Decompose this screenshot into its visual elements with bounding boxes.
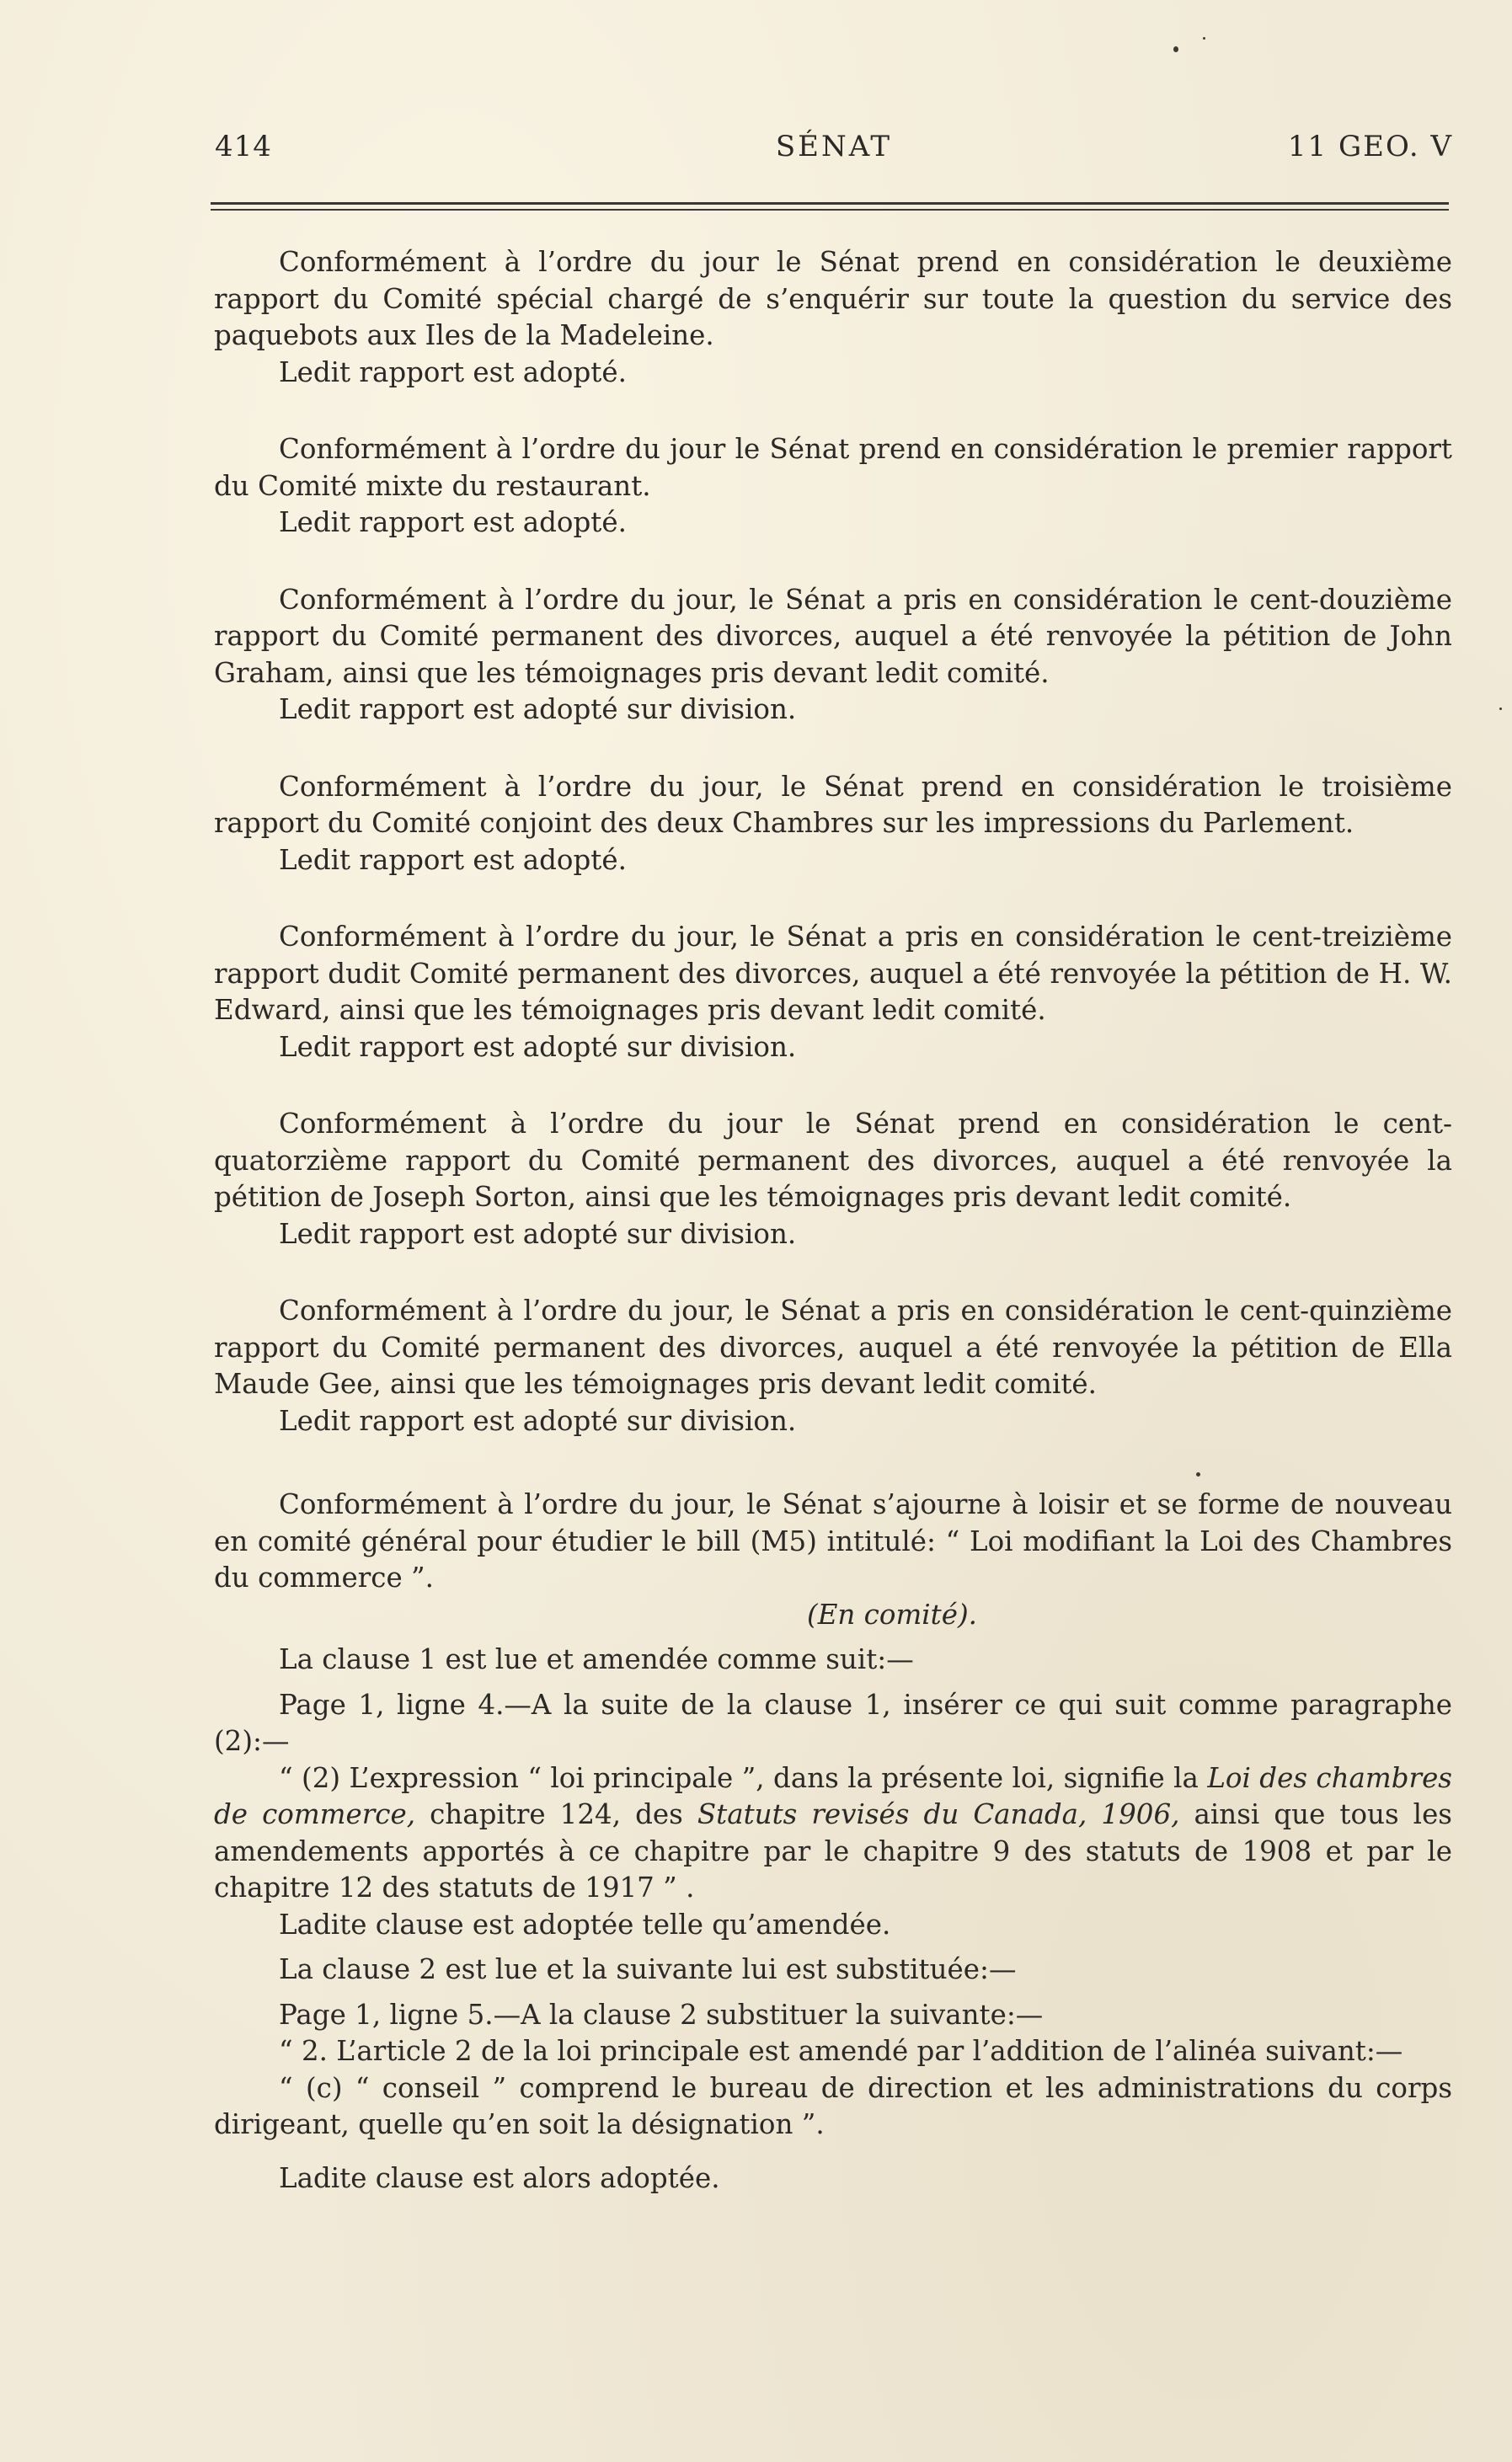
entry-text: Conformément à l’ordre du jour, le Sénat a pris en considération le cent-treizième rapport dudit Comité permanent des divorces, auquel a été renvoyée la pétition de H. W. Edward, ainsi que les témoignages pris devant ledit comité. (214, 921, 1452, 1026)
running-header (215, 130, 1453, 170)
entry-text: Conformément à l’ordre du jour le Sénat prend en considération le deuxième rapport du Comité spécial chargé de s’enquérir sur toute la question du service des paquebots aux Iles de la Madeleine. (214, 246, 1452, 351)
clause1-result: Ladite clause est adoptée telle qu’amendée. (279, 1908, 891, 1941)
header-rule-thin (211, 209, 1449, 211)
page-title: SÉNAT (775, 130, 893, 163)
regnal-year: 11 GEO. V (1287, 130, 1453, 163)
paper-speck (1499, 708, 1502, 710)
clause1-text-c: ainsi que tous les amendements apportés à ce chapitre par le chapitre 9 des statuts de 1908 et par le chapitre 12 des statuts de 1917 ” . (214, 1798, 1452, 1904)
citation-statuts: Statuts revisés du Canada, 1906, (697, 1798, 1180, 1830)
committee-heading: (En comité). (807, 1598, 977, 1631)
entry-result: Ledit rapport est adopté. (279, 355, 627, 388)
entry-result: Ledit rapport est adopté sur division. (279, 1030, 797, 1063)
clause2-text: “ 2. L’article 2 de la loi principale est amendé par l’addition de l’alinéa suivant:— (279, 2035, 1403, 2067)
clause1-text-b: chapitre 124, des (415, 1798, 697, 1830)
entry-result: Ledit rapport est adopté sur division. (279, 1217, 797, 1250)
citation-loi-chambres: Loi des chambres de commerce, (214, 1761, 1452, 1830)
entry-result: Ledit rapport est adopté. (279, 843, 627, 876)
entry-result: Ledit rapport est adopté sur division. (279, 1404, 797, 1437)
clause2-subtext: “ (c) “ conseil ” comprend le bureau de direction et les administrations du corps dirigeant, quelle qu’en soit la désignation ”. (214, 2071, 1452, 2140)
paper-speck (1203, 37, 1205, 40)
entry-text: Conformément à l’ordre du jour, le Sénat prend en considération le troisième rapport du Comité conjoint des deux Chambres sur les impressions du Parlement. (214, 770, 1452, 839)
clause2-result: Ladite clause est alors adoptée. (279, 2161, 720, 2194)
clause1-read: La clause 1 est lue et amendée comme suit:— (279, 1643, 914, 1675)
entry-result: Ledit rapport est adopté. (279, 506, 627, 538)
committee-intro: Conformément à l’ordre du jour, le Sénat s’ajourne à loisir et se forme de nouveau en comité général pour étudier le bill (M5) intitulé: “ Loi modifiant la Loi des Chambres du commerce ”. (214, 1488, 1452, 1594)
clause1-text (214, 1760, 1452, 1907)
entry-text: Conformément à l’ordre du jour le Sénat prend en considération le premier rapport du Comité mixte du restaurant. (214, 433, 1452, 502)
entry-result: Ledit rapport est adopté sur division. (279, 693, 797, 725)
clause1-instruction: Page 1, ligne 4.—A la suite de la clause 1, insérer ce qui suit comme paragraphe (2):— (214, 1688, 1452, 1757)
clause1-text-a: “ (2) L’expression “ loi principale ”, dans la présente loi, signifie la (279, 1761, 1208, 1794)
clause2-read: La clause 2 est lue et la suivante lui est substituée:— (279, 1953, 1017, 1985)
header-rule (211, 202, 1449, 205)
paper-speck (1196, 1472, 1200, 1477)
clause2-instruction: Page 1, ligne 5.—A la clause 2 substituer la suivante:— (279, 1998, 1044, 2031)
body-text (214, 244, 1452, 2197)
page-number: 414 (215, 130, 272, 163)
entry-text: Conformément à l’ordre du jour, le Sénat a pris en considération le cent-douzième rapport du Comité permanent des divorces, auquel a été renvoyée la pétition de John Graham, ainsi que les témoignages pris devant ledit comité. (214, 583, 1452, 689)
entry-text: Conformément à l’ordre du jour, le Sénat a pris en considération le cent-quinzième rapport du Comité permanent des divorces, auquel a été renvoyée la pétition de Ella Maude Gee, ainsi que les témoignages pris devant ledit comité. (214, 1295, 1452, 1400)
paper-speck (1173, 46, 1178, 52)
entry-text: Conformément à l’ordre du jour le Sénat prend en considération le cent-quatorzième rapport du Comité permanent des divorces, auquel a été renvoyée la pétition de Joseph Sorton, ainsi que les témoignages pris devant ledit comité. (214, 1108, 1452, 1213)
